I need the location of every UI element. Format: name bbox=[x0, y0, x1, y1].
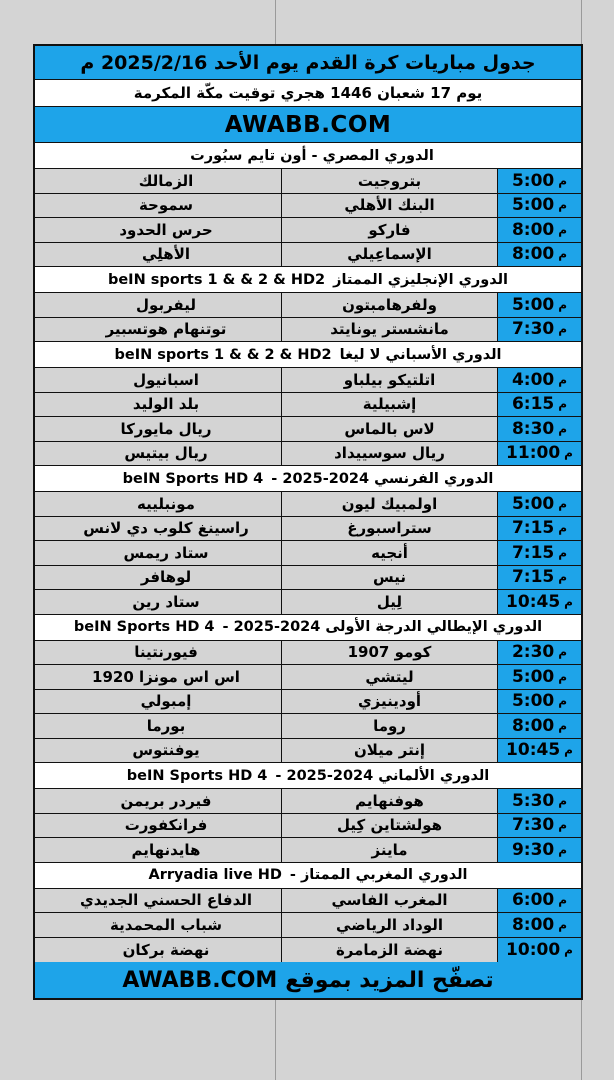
match-row bbox=[35, 714, 581, 739]
match-row bbox=[35, 517, 581, 542]
home-team: لِيل bbox=[281, 590, 497, 614]
match-time bbox=[497, 541, 581, 565]
home-team: نهضة الزمامرة bbox=[281, 938, 497, 963]
match-row bbox=[35, 739, 581, 764]
time-suffix: م bbox=[564, 594, 573, 609]
match-time-value: 5:00 bbox=[511, 170, 555, 191]
match-time bbox=[497, 243, 581, 267]
home-team: لاس بالماس bbox=[281, 417, 497, 441]
footer-text: تصفّح المزيد بموقع bbox=[285, 967, 494, 993]
home-team: البنك الأهلي bbox=[281, 194, 497, 218]
away-team: اس اس مونزا 1920 bbox=[92, 667, 240, 686]
match-row bbox=[35, 938, 581, 963]
match-time-value: 8:00 bbox=[511, 219, 555, 240]
league-name: الدوري المصري - أون تايم سبُورت bbox=[190, 147, 434, 164]
time-suffix: م bbox=[558, 421, 568, 436]
away-team: توتنهام هوتسبير bbox=[105, 320, 227, 339]
home-team: ولفرهامبتون bbox=[281, 293, 497, 317]
match-time bbox=[497, 590, 581, 614]
home-team: المغرب الفاسي bbox=[281, 889, 497, 913]
league-channel: beIN Sports HD 4 bbox=[126, 767, 268, 784]
away-team: إمبولي bbox=[140, 692, 192, 711]
match-time bbox=[497, 739, 581, 763]
match-time-value: 8:00 bbox=[511, 244, 555, 265]
league-header bbox=[35, 615, 581, 641]
time-suffix: م bbox=[558, 297, 568, 312]
home-team: هولشتاين كِيل bbox=[281, 814, 497, 838]
match-row bbox=[35, 690, 581, 715]
time-suffix: م bbox=[558, 322, 568, 337]
match-row bbox=[35, 194, 581, 219]
away-team: ريال مايوركا bbox=[120, 419, 212, 438]
time-suffix: م bbox=[558, 521, 568, 536]
match-time bbox=[497, 169, 581, 193]
match-row bbox=[35, 417, 581, 442]
match-time bbox=[497, 218, 581, 242]
footer-brand: AWABB.COM bbox=[122, 967, 278, 993]
home-team: ريال سوسييداد bbox=[281, 442, 497, 466]
away-team: اسبانيول bbox=[133, 370, 199, 389]
away-team: بورما bbox=[146, 716, 186, 735]
home-team: ماينز bbox=[281, 838, 497, 862]
match-time bbox=[497, 393, 581, 417]
match-row bbox=[35, 641, 581, 666]
time-suffix: م bbox=[564, 942, 573, 957]
match-time-value: 8:30 bbox=[511, 418, 555, 439]
time-suffix: م bbox=[558, 372, 568, 387]
time-suffix: م bbox=[558, 645, 568, 660]
time-suffix: م bbox=[558, 397, 568, 412]
match-row bbox=[35, 838, 581, 863]
match-time-value: 5:00 bbox=[511, 666, 555, 687]
match-time-value: 2:30 bbox=[511, 642, 555, 663]
match-time bbox=[497, 665, 581, 689]
league-name: الدوري الألماني 2024-2025 - bbox=[275, 767, 490, 784]
away-team: الدفاع الحسني الجديدي bbox=[79, 891, 253, 910]
league-channel: Arryadia live HD bbox=[148, 867, 282, 883]
match-time bbox=[497, 566, 581, 590]
match-time bbox=[497, 293, 581, 317]
match-time bbox=[497, 517, 581, 541]
match-row bbox=[35, 243, 581, 268]
match-time-value: 10:45 bbox=[506, 591, 561, 612]
league-channel: beIN Sports HD 4 bbox=[73, 619, 215, 635]
league-header bbox=[35, 763, 581, 789]
match-time bbox=[497, 938, 581, 963]
match-time-value: 5:00 bbox=[511, 493, 555, 514]
match-row bbox=[35, 318, 581, 343]
match-row bbox=[35, 368, 581, 393]
home-team: فاركو bbox=[281, 218, 497, 242]
match-time bbox=[497, 714, 581, 738]
away-team: فرانكفورت bbox=[124, 816, 208, 835]
match-time bbox=[497, 814, 581, 838]
brand-banner: AWABB.COM bbox=[35, 107, 581, 143]
time-suffix: م bbox=[558, 669, 568, 684]
league-name: الدوري الفرنسي 2024-2025 - bbox=[271, 470, 494, 487]
match-time bbox=[497, 838, 581, 862]
match-time bbox=[497, 789, 581, 813]
match-row bbox=[35, 665, 581, 690]
time-suffix: م bbox=[558, 893, 568, 908]
away-team: بلد الوليد bbox=[132, 395, 200, 414]
home-team: كومو 1907 bbox=[281, 641, 497, 665]
match-row bbox=[35, 218, 581, 243]
leagues-container bbox=[35, 143, 581, 962]
match-row bbox=[35, 789, 581, 814]
away-team: هايدنهايم bbox=[131, 840, 201, 859]
footer-banner bbox=[35, 962, 581, 998]
match-row bbox=[35, 169, 581, 194]
league-header bbox=[35, 466, 581, 492]
away-team: حرس الحدود bbox=[119, 220, 213, 239]
league-channel: beIN sports 1 & & 2 & HD2 bbox=[107, 271, 326, 288]
league-name: الدوري الأسباني لا ليغا bbox=[339, 346, 502, 363]
match-time bbox=[497, 368, 581, 392]
hijri-date: يوم 17 شعبان 1446 هجري توقيت مكّة المكرمة bbox=[35, 80, 581, 107]
match-time-value: 9:30 bbox=[511, 839, 555, 860]
match-time bbox=[497, 641, 581, 665]
time-suffix: م bbox=[558, 496, 568, 511]
match-row bbox=[35, 566, 581, 591]
away-team: مونبلييه bbox=[137, 494, 195, 513]
match-row bbox=[35, 541, 581, 566]
time-suffix: م bbox=[558, 222, 568, 237]
away-team: الزمالك bbox=[138, 171, 194, 190]
away-team: نهضة بركان bbox=[122, 940, 210, 959]
away-team: ليفربول bbox=[136, 295, 196, 314]
away-team: فيردر بريمن bbox=[120, 791, 212, 810]
league-header bbox=[35, 863, 581, 889]
away-team: ريال بيتيس bbox=[124, 444, 208, 463]
match-row bbox=[35, 492, 581, 517]
time-suffix: م bbox=[564, 743, 573, 758]
schedule-table bbox=[33, 44, 583, 1000]
away-team: فيورنتينا bbox=[134, 643, 198, 662]
home-team: إنتر ميلان bbox=[281, 739, 497, 763]
time-suffix: م bbox=[558, 247, 568, 262]
home-team: أنجيه bbox=[281, 541, 497, 565]
match-row bbox=[35, 442, 581, 467]
match-row bbox=[35, 913, 581, 938]
match-time bbox=[497, 318, 581, 342]
match-time-value: 7:15 bbox=[511, 518, 555, 539]
away-team: يوفنتوس bbox=[132, 741, 200, 760]
match-time-value: 5:00 bbox=[511, 294, 555, 315]
match-row bbox=[35, 393, 581, 418]
home-team: اتلتيكو بيلباو bbox=[281, 368, 497, 392]
away-team: شباب المحمدية bbox=[110, 915, 222, 934]
time-suffix: م bbox=[558, 173, 568, 188]
home-team: ستراسبورغ bbox=[281, 517, 497, 541]
match-time bbox=[497, 194, 581, 218]
away-team: سموحة bbox=[138, 196, 194, 215]
time-suffix: م bbox=[558, 545, 568, 560]
time-suffix: م bbox=[564, 446, 573, 461]
match-time bbox=[497, 417, 581, 441]
time-suffix: م bbox=[558, 198, 568, 213]
match-time-value: 10:00 bbox=[506, 939, 561, 960]
match-time-value: 5:00 bbox=[511, 691, 555, 712]
match-time-value: 7:30 bbox=[511, 319, 555, 340]
home-team: اولمبيك ليون bbox=[281, 492, 497, 516]
match-time-value: 6:00 bbox=[511, 890, 555, 911]
match-time-value: 6:15 bbox=[511, 394, 555, 415]
time-suffix: م bbox=[558, 570, 568, 585]
time-suffix: م bbox=[558, 793, 568, 808]
match-time-value: 7:30 bbox=[511, 815, 555, 836]
away-team: راسينغ كلوب دي لانس bbox=[83, 519, 249, 538]
match-time-value: 7:15 bbox=[511, 567, 555, 588]
league-channel: beIN Sports HD 4 bbox=[122, 470, 264, 487]
match-time-value: 5:30 bbox=[511, 790, 555, 811]
league-header bbox=[35, 342, 581, 368]
page-title: جدول مباريات كرة القدم يوم الأحد 2025/2/16 م bbox=[35, 46, 581, 80]
league-name: الدوري الإنجليزي الممتاز bbox=[333, 271, 509, 288]
match-time-value: 7:15 bbox=[511, 542, 555, 563]
match-time bbox=[497, 492, 581, 516]
match-time-value: 5:00 bbox=[511, 195, 555, 216]
match-time-value: 4:00 bbox=[511, 369, 555, 390]
league-header bbox=[35, 143, 581, 169]
home-team: إشبيلية bbox=[281, 393, 497, 417]
home-team: نيس bbox=[281, 566, 497, 590]
away-team: الأهلِي bbox=[142, 245, 191, 264]
match-row bbox=[35, 814, 581, 839]
match-time-value: 8:00 bbox=[511, 715, 555, 736]
away-team: ستاد ريمس bbox=[123, 543, 209, 562]
time-suffix: م bbox=[558, 818, 568, 833]
league-header bbox=[35, 267, 581, 293]
time-suffix: م bbox=[558, 917, 568, 932]
match-row bbox=[35, 590, 581, 615]
time-suffix: م bbox=[558, 842, 568, 857]
match-time-value: 11:00 bbox=[506, 443, 561, 464]
away-team: ستاد رين bbox=[132, 592, 200, 611]
match-time bbox=[497, 690, 581, 714]
match-time bbox=[497, 913, 581, 937]
match-time bbox=[497, 442, 581, 466]
home-team: بتروجيت bbox=[281, 169, 497, 193]
league-name: الدوري الإيطالي الدرجة الأولى 2024-2025 - bbox=[222, 619, 543, 635]
away-team: لوهافر bbox=[140, 568, 192, 587]
home-team: الوداد الرياضي bbox=[281, 913, 497, 937]
league-name: الدوري المغربي الممتاز - bbox=[289, 867, 468, 883]
home-team: ليتشي bbox=[281, 665, 497, 689]
match-row bbox=[35, 293, 581, 318]
home-team: الإسماعِيلي bbox=[281, 243, 497, 267]
match-row bbox=[35, 889, 581, 914]
home-team: أودينيزي bbox=[281, 690, 497, 714]
match-time-value: 8:00 bbox=[511, 914, 555, 935]
home-team: روما bbox=[281, 714, 497, 738]
home-team: هوفنهايم bbox=[281, 789, 497, 813]
time-suffix: م bbox=[558, 718, 568, 733]
home-team: مانشستر يونايتد bbox=[281, 318, 497, 342]
league-channel: beIN sports 1 & & 2 & HD2 bbox=[114, 346, 332, 363]
match-time-value: 10:45 bbox=[506, 740, 561, 761]
match-time bbox=[497, 889, 581, 913]
time-suffix: م bbox=[558, 694, 568, 709]
